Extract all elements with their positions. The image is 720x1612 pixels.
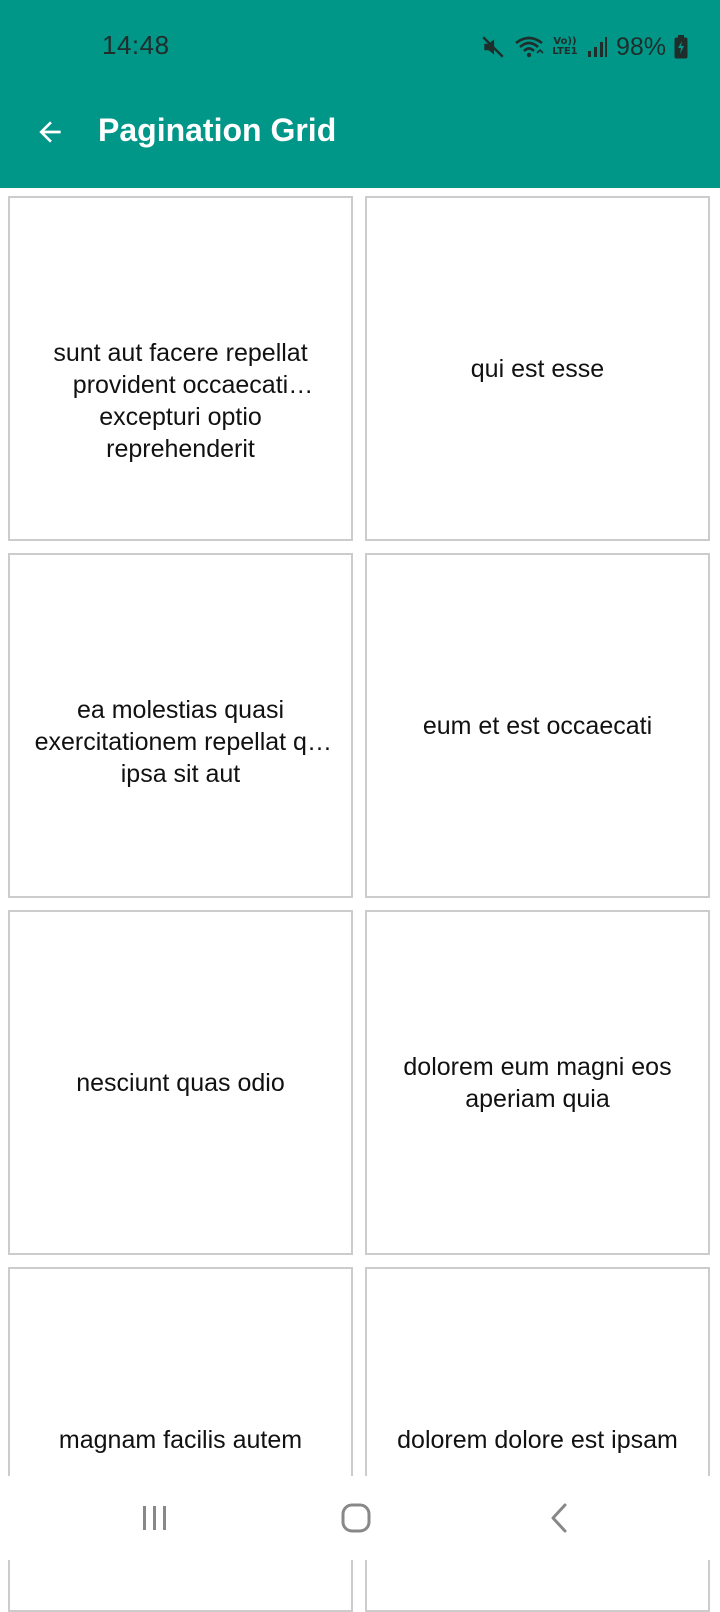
recent-apps-button[interactable] <box>115 1490 195 1546</box>
system-back-button[interactable] <box>519 1490 599 1546</box>
pagination-grid[interactable] <box>8 196 713 1476</box>
wifi-icon <box>514 34 544 60</box>
grid-item-title: sunt aut facere repellat provident occaecati excepturi optio reprehenderit <box>53 338 308 463</box>
grid-item[interactable] <box>8 910 353 1255</box>
system-nav-bar <box>0 1476 720 1560</box>
recent-apps-icon <box>140 1504 170 1532</box>
home-button[interactable] <box>316 1490 396 1546</box>
grid-item-title: qui est esse <box>470 354 605 383</box>
grid-item-title: eum et est occaecati <box>422 711 653 740</box>
grid-item[interactable] <box>365 1267 710 1612</box>
grid-item[interactable] <box>365 553 710 898</box>
app-header <box>0 0 720 188</box>
battery-charging-icon <box>674 35 688 59</box>
volte-icon: Vo)) LTE1 <box>552 36 578 57</box>
grid-item[interactable] <box>8 553 353 898</box>
grid-item-title: magnam facilis autem <box>58 1425 303 1454</box>
status-icons <box>480 30 688 64</box>
grid-item-title: ea molestias quasi exercitationem repellat qui ipsa sit aut <box>34 695 327 788</box>
grid-item-title: dolorem dolore est ipsam <box>397 1425 678 1454</box>
arrow-left-icon <box>34 116 66 148</box>
back-button[interactable] <box>24 104 76 160</box>
back-icon <box>548 1502 570 1534</box>
page-title: Pagination Grid <box>98 112 337 148</box>
grid-item-title: nesciunt quas odio <box>76 1068 285 1097</box>
grid-item[interactable] <box>365 196 710 541</box>
grid-item[interactable] <box>365 910 710 1255</box>
grid-item[interactable] <box>8 1267 353 1612</box>
battery-percent: 98% <box>615 32 666 61</box>
grid-item[interactable] <box>8 196 353 541</box>
status-time: 14:48 <box>102 30 170 60</box>
signal-icon <box>586 36 608 58</box>
mute-icon <box>480 34 506 60</box>
grid-item-title: dolorem eum magni eos aperiam quia <box>403 1052 672 1113</box>
home-icon <box>340 1502 372 1534</box>
